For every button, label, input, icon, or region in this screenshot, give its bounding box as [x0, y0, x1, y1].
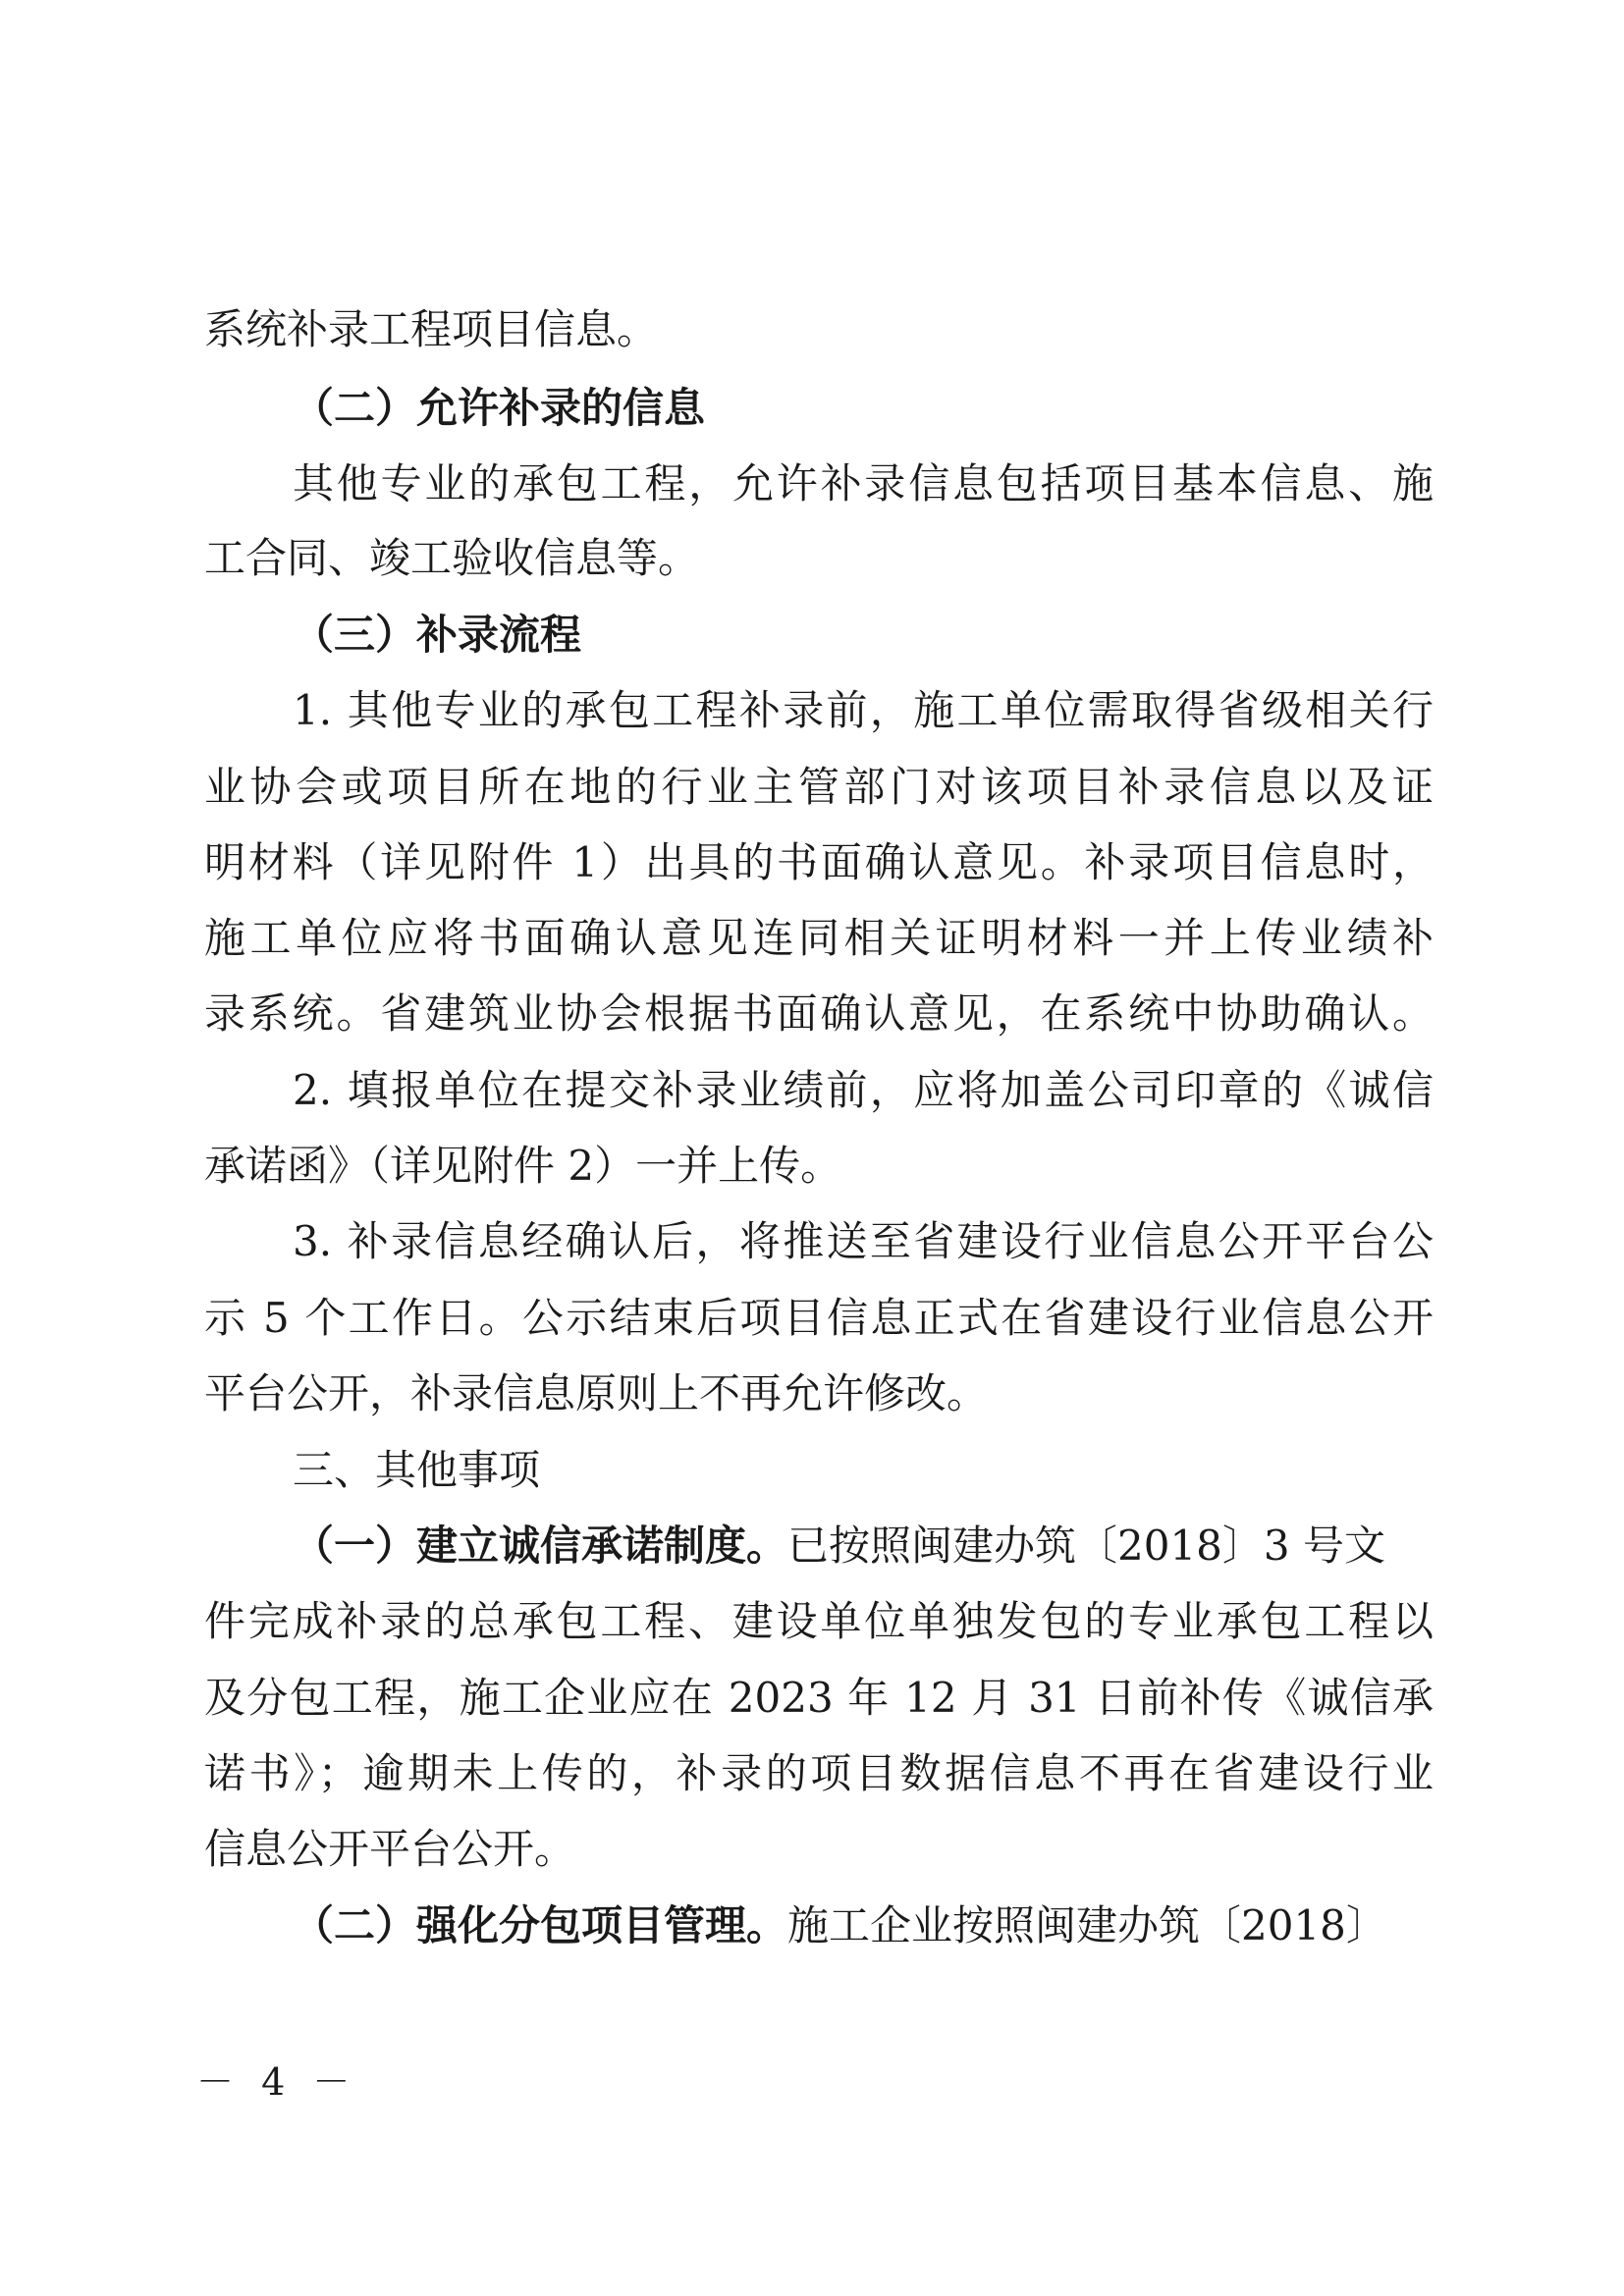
body-line: 录系统。省建筑业协会根据书面确认意见，在系统中协助确认。: [204, 989, 1434, 1038]
page-number: － 4 －: [196, 2060, 358, 2104]
body-line: 业协会或项目所在地的行业主管部门对该项目补录信息以及证: [204, 763, 1434, 811]
section-heading: 三、其他事项: [293, 1446, 541, 1494]
section-heading: （三）补录流程: [293, 611, 582, 659]
paragraph-heading: （一）建立诚信承诺制度。: [293, 1522, 788, 1570]
body-line: 明材料（详见附件 1）出具的书面确认意见。补录项目信息时，: [204, 838, 1434, 886]
section-heading: （二）允许补录的信息: [293, 384, 706, 432]
paragraph-text: 施工企业按照闽建办筑〔2018〕: [787, 1901, 1387, 1949]
body-line: 1. 其他专业的承包工程补录前，施工单位需取得省级相关行: [293, 686, 1434, 734]
body-line: 示 5 个工作日。公示结束后项目信息正式在省建设行业信息公开: [204, 1294, 1434, 1342]
body-line: [293, 1517, 1434, 1575]
body-line: [293, 1896, 1434, 1955]
body-line: 施工单位应将书面确认意见连同相关证明材料一并上传业绩补: [204, 914, 1434, 962]
body-line: 件完成补录的总承包工程、建设单位单独发包的专业承包工程以: [204, 1597, 1434, 1645]
body-line: 工合同、竣工验收信息等。: [204, 534, 700, 582]
body-line: 系统补录工程项目信息。: [204, 305, 659, 353]
body-line: 其他专业的承包工程，允许补录信息包括项目基本信息、施: [293, 459, 1434, 507]
body-line: 及分包工程，施工企业应在 2023 年 12 月 31 日前补传《诚信承: [204, 1674, 1434, 1722]
body-line: 承诺函》（详见附件 2）一并上传。: [204, 1142, 842, 1190]
body-line: 信息公开平台公开。: [204, 1825, 576, 1873]
body-line: 平台公开，补录信息原则上不再允许修改。: [204, 1369, 989, 1417]
paragraph-heading: （二）强化分包项目管理。: [293, 1901, 788, 1949]
body-line: 3. 补录信息经确认后，将推送至省建设行业信息公开平台公: [293, 1217, 1434, 1265]
body-line: 诺书》；逾期未上传的，补录的项目数据信息不再在省建设行业: [204, 1749, 1434, 1797]
body-line: 2. 填报单位在提交补录业绩前，应将加盖公司印章的《诚信: [293, 1066, 1434, 1114]
paragraph-text: 已按照闽建办筑〔2018〕3 号文: [787, 1522, 1385, 1570]
